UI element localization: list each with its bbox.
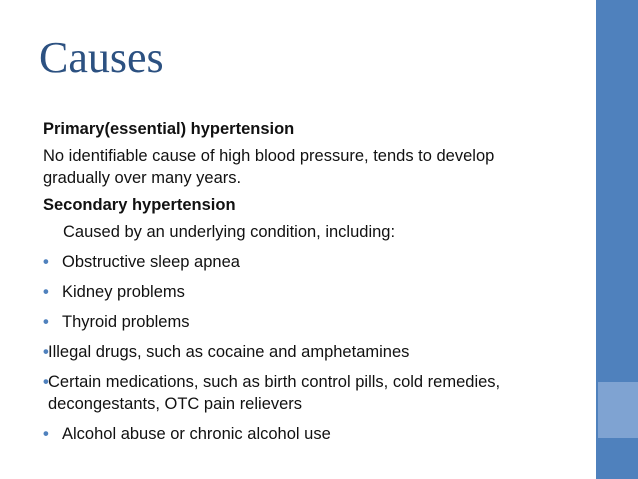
primary-heading: Primary(essential) hypertension (43, 120, 295, 138)
secondary-heading: Secondary hypertension (43, 196, 236, 214)
primary-description: No identifiable cause of high blood pressure, tends to develop gradually over many years. (43, 147, 495, 187)
list-item-thyroid: • Thyroid problems (43, 311, 563, 333)
list-item-medications: • Certain medications, such as birth control pills, cold remedies, decongestants, OTC pain relievers (43, 371, 563, 415)
side-bar-accent (598, 382, 638, 438)
slide-body (43, 118, 563, 453)
list-item-illegal-drugs: • Illegal drugs, such as cocaine and amphetamines (43, 341, 563, 363)
list-item-alcohol: • Alcohol abuse or chronic alcohol use (43, 423, 563, 445)
list-item-sleep-apnea: • Obstructive sleep apnea (43, 251, 563, 273)
slide-title: Causes (39, 33, 164, 82)
secondary-causes-list (43, 251, 563, 445)
list-item-kidney: • Kidney problems (43, 281, 563, 303)
secondary-intro: Caused by an underlying condition, including: (63, 223, 396, 241)
